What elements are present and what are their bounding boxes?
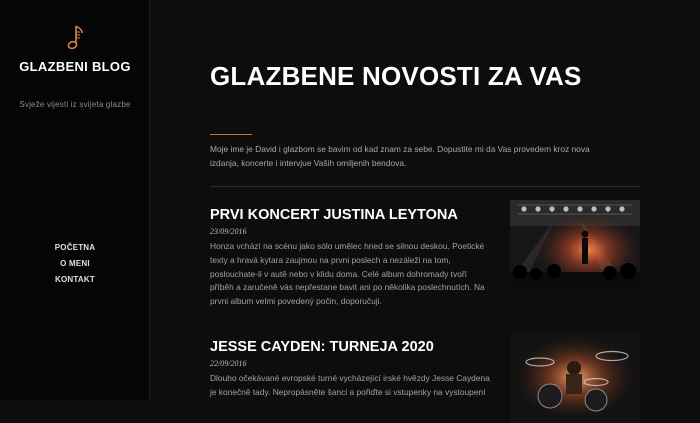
post-title[interactable]: PRVI KONCERT JUSTINA LEYTONA bbox=[210, 207, 458, 223]
post-title[interactable]: JESSE CAYDEN: TURNEJA 2020 bbox=[210, 339, 434, 355]
post-excerpt: Honza vchází na scénu jako sólo umělec hned se silnou deskou. Poetické texty a hravá kytara zaujmou na prvni poslech a nezáleži na tom, poslouchate-li v autě nebo v klidu doma. Celé album dohromady tvoří příběh a zaručeně vás nepřestane bavit ani po několika poslechnutích. Na prvni album velmi povedený počin, doporučuji. bbox=[210, 241, 485, 307]
drummer-photo[interactable] bbox=[510, 332, 640, 423]
nav-item-kontakt[interactable]: KONTAKT bbox=[55, 275, 95, 284]
main-content bbox=[210, 0, 640, 400]
section-divider bbox=[210, 186, 640, 187]
intro-text: Moje ime je David i glazbom se bavim od kad znam za sebe. Dopustite mi da Vas provedem kroz nova izdanja, koncerte i intervjue Vaših omiljenih bendova. bbox=[210, 144, 590, 168]
site-title[interactable]: GLAZBENI BLOG bbox=[19, 59, 131, 74]
concert-stage-photo[interactable] bbox=[510, 200, 640, 291]
sidebar bbox=[0, 0, 150, 400]
nav-item-pocetna[interactable]: POČETNA bbox=[54, 243, 96, 252]
page-title: GLAZBENE NOVOSTI ZA VAS bbox=[210, 61, 582, 91]
post-date: 23/09/2016 bbox=[210, 227, 247, 236]
post-excerpt: Dlouho očekávané evropské turné vycházející irské hvězdy Jesse Caydena je konečně tady. Nepropásněte šanci a pořiďte si vstupenky na vystoupení bbox=[210, 373, 490, 397]
music-note-icon[interactable] bbox=[64, 24, 86, 52]
main-nav bbox=[0, 240, 150, 288]
nav-item-o-meni[interactable]: O MENI bbox=[60, 259, 90, 268]
post-date: 22/09/2016 bbox=[210, 359, 247, 368]
title-accent-divider bbox=[210, 134, 252, 135]
site-tagline: Svježe vijesti iz svijeta glazbe bbox=[19, 100, 131, 109]
